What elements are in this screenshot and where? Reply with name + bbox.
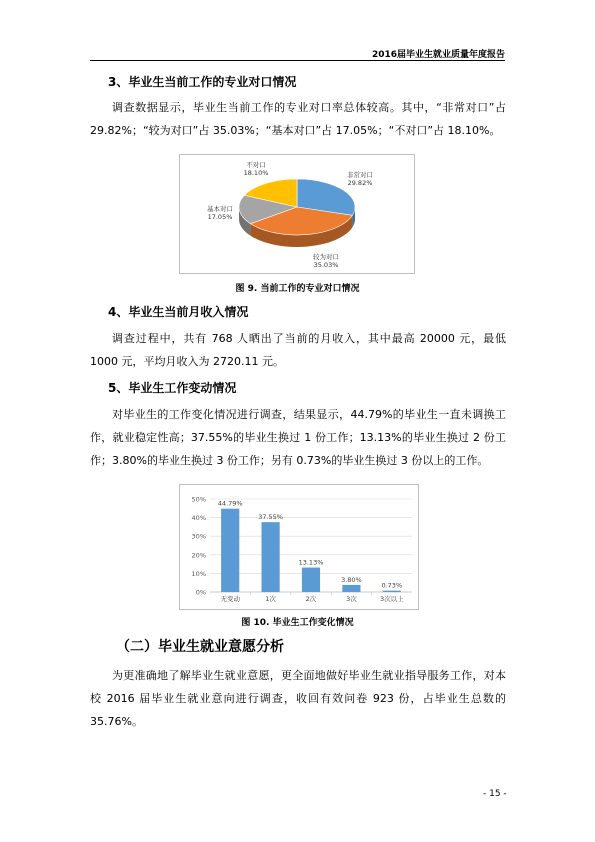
section3-heading: 3、毕业生当前工作的专业对口情况 <box>108 75 297 89</box>
bar-ytick-0: 0% <box>195 588 206 597</box>
bar-ytick-2: 20% <box>191 551 206 560</box>
bar-4 <box>342 585 360 592</box>
figure10-caption: 图 10. 毕业生工作变化情况 <box>241 618 354 628</box>
bar-data-label-4: 3.80% <box>341 575 362 584</box>
section3-paragraph-text: 调查数据显示，毕业生当前工作的专业对口率总体较高。其中，“非常对口”占 29.82%；“较为对口”占 35.03%；“基本对口”占 17.05%；“不对口”占 18.10%。 <box>90 101 506 137</box>
figure9-caption: 图 9. 当前工作的专业对口情况 <box>235 284 360 294</box>
bar-1 <box>221 509 239 592</box>
section3-paragraph <box>90 96 506 142</box>
section5-paragraph <box>90 403 506 472</box>
sectionB-paragraph <box>90 664 506 733</box>
figure10-chart <box>179 484 419 610</box>
pie-label-category-1: 非常对口 <box>347 171 373 179</box>
section5-heading: 5、毕业生工作变动情况 <box>108 381 237 395</box>
bar-series <box>218 500 404 603</box>
page-number: - 15 - <box>483 789 507 799</box>
section5-paragraph-text: 对毕业生的工作变化情况进行调查，结果显示，44.79%的毕业生一直未调换工作，就业稳定性高；37.55%的毕业生换过 1 份工作；13.13%的毕业生换过 2 份工作；3.80%的毕业生换过 3 份工作；另有 0.73%的毕业生换过 3 份以上的工作。 <box>90 408 506 467</box>
bar-ytick-4: 40% <box>191 514 206 523</box>
pie-chart-svg <box>180 155 414 273</box>
bar-data-label-5: 0.73% <box>381 581 403 590</box>
bar-chart-svg <box>180 485 418 609</box>
bar-xtick-3: 2次 <box>305 595 317 603</box>
bar-5 <box>383 591 401 592</box>
bar-ytick-1: 10% <box>191 569 206 578</box>
header-title: 2016届毕业生就业质量年度报告 <box>371 50 505 60</box>
bar-data-label-3: 13.13% <box>298 558 324 567</box>
sectionB-heading: （二）毕业生就业意愿分析 <box>116 639 284 655</box>
bar-xtick-2: 1次 <box>265 595 276 603</box>
pie-label-category-3: 基本对口 <box>207 205 233 213</box>
pie-label-category-2: 较为对口 <box>313 253 339 261</box>
bar-xtick-5: 3次以上 <box>379 595 404 603</box>
sectionB-paragraph-text: 为更准确地了解毕业生就业意愿，更全面地做好毕业生就业指导服务工作，对本校 2016 届毕业生就业意向进行调查，收回有效问卷 923 份，占毕业生总数的 35.76%。 <box>90 669 506 728</box>
bar-3 <box>302 568 320 592</box>
pie-label-value-2: 35.03% <box>313 261 339 269</box>
bar-data-label-1: 44.79% <box>217 499 243 508</box>
bar-xtick-4: 3次 <box>346 595 357 603</box>
bar-ytick-3: 30% <box>191 532 206 541</box>
pie-label-value-4: 18.10% <box>243 169 269 177</box>
bar-ytick-5: 50% <box>191 495 206 504</box>
bar-xtick-1: 无变动 <box>220 595 240 603</box>
section4-paragraph-text: 调查过程中，共有 768 人晒出了当前的月收入，其中最高 20000 元，最低 1000 元，平均月收入为 2720.11 元。 <box>90 332 506 368</box>
pie-label-value-1: 29.82% <box>347 179 373 187</box>
header-rule <box>90 60 505 61</box>
bar-data-label-2: 37.55% <box>258 513 283 522</box>
bar-2 <box>262 522 280 592</box>
figure9-chart <box>179 154 415 274</box>
section4-paragraph <box>90 327 506 373</box>
pie-label-value-3: 17.05% <box>207 213 233 221</box>
section4-heading: 4、毕业生当前月收入情况 <box>108 305 249 319</box>
pie-top <box>239 179 355 235</box>
pie-label-category-4: 不对口 <box>246 161 266 169</box>
